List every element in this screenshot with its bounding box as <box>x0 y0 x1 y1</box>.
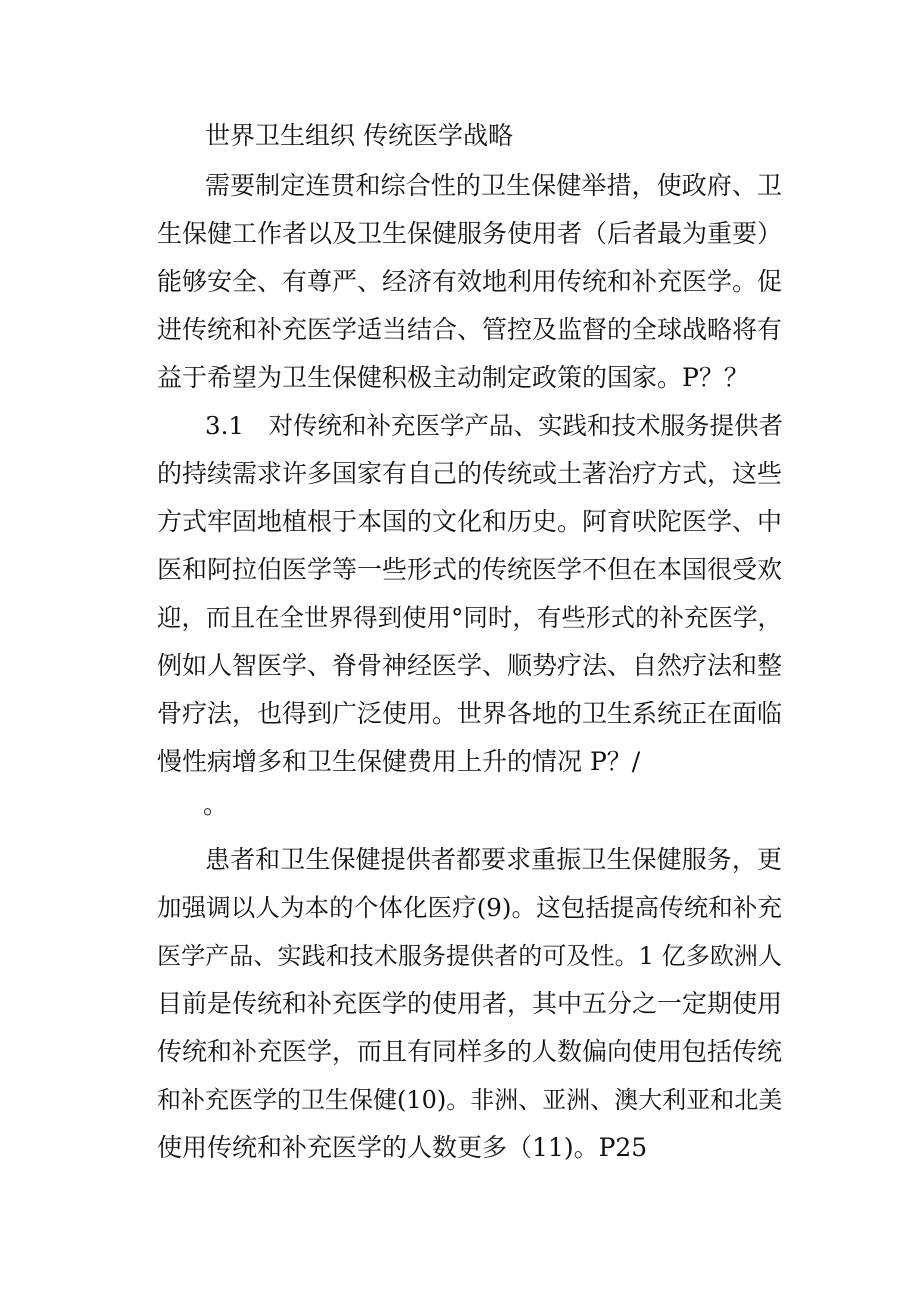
paragraph-line: 能够安全、有尊严、经济有效地利用传统和补充医学。促 <box>157 267 783 296</box>
page-title: 世界卫生组织 传统医学战略 <box>205 121 513 150</box>
paragraph-line: 传统和补充医学，而且有同样多的人数偏向使用包括传统 <box>157 1037 783 1066</box>
paragraph-line: 。 <box>203 790 229 819</box>
paragraph-line: 慢性病增多和卫生保健费用上升的情况 P？/ <box>157 747 641 776</box>
paragraph-line: 患者和卫生保健提供者都要求重振卫生保健服务，更 <box>205 845 782 874</box>
paragraph-line: 目前是传统和补充医学的使用者，其中五分之一定期使用 <box>157 989 783 1018</box>
paragraph-line: 生保健工作者以及卫生保健服务使用者（后者最为重要） <box>157 219 783 248</box>
paragraph-line: 医学产品、实践和技术服务提供者的可及性。1 亿多欧洲人 <box>157 942 782 970</box>
paragraph-line: 迎，而且在全世界得到使用°同时，有些形式的补充医学， <box>157 603 782 632</box>
paragraph-line: 方式牢固地植根于本国的文化和历史。阿育吠陀医学、中 <box>157 507 783 536</box>
paragraph-line: 进传统和补充医学适当结合、管控及监督的全球战略将有 <box>157 315 783 344</box>
paragraph-line: 例如人智医学、脊骨神经医学、顺势疗法、自然疗法和整 <box>157 651 783 680</box>
paragraph-line: 需要制定连贯和综合性的卫生保健举措，使政府、卫 <box>205 171 782 200</box>
paragraph-line: 和补充医学的卫生保健(10)。非洲、亚洲、澳大利亚和北美 <box>157 1086 783 1114</box>
paragraph-line: 医和阿拉伯医学等一些形式的传统医学不但在本国很受欢 <box>157 555 783 584</box>
paragraph-line: 益于希望为卫生保健积极主动制定政策的国家。P？？ <box>157 363 749 392</box>
paragraph-line: 使用传统和补充医学的人数更多（11)。P25 <box>157 1133 648 1162</box>
paragraph-line: 加强调以人为本的个体化医疗(9)。这包括提高传统和补充 <box>157 893 782 922</box>
paragraph-line: 骨疗法，也得到广泛使用。世界各地的卫生系统正在面临 <box>157 699 783 728</box>
paragraph-line: 3.1 对传统和补充医学产品、实践和技术服务提供者 <box>205 411 783 440</box>
paragraph-line: 的持续需求许多国家有自己的传统或土著治疗方式，这些 <box>157 459 783 488</box>
